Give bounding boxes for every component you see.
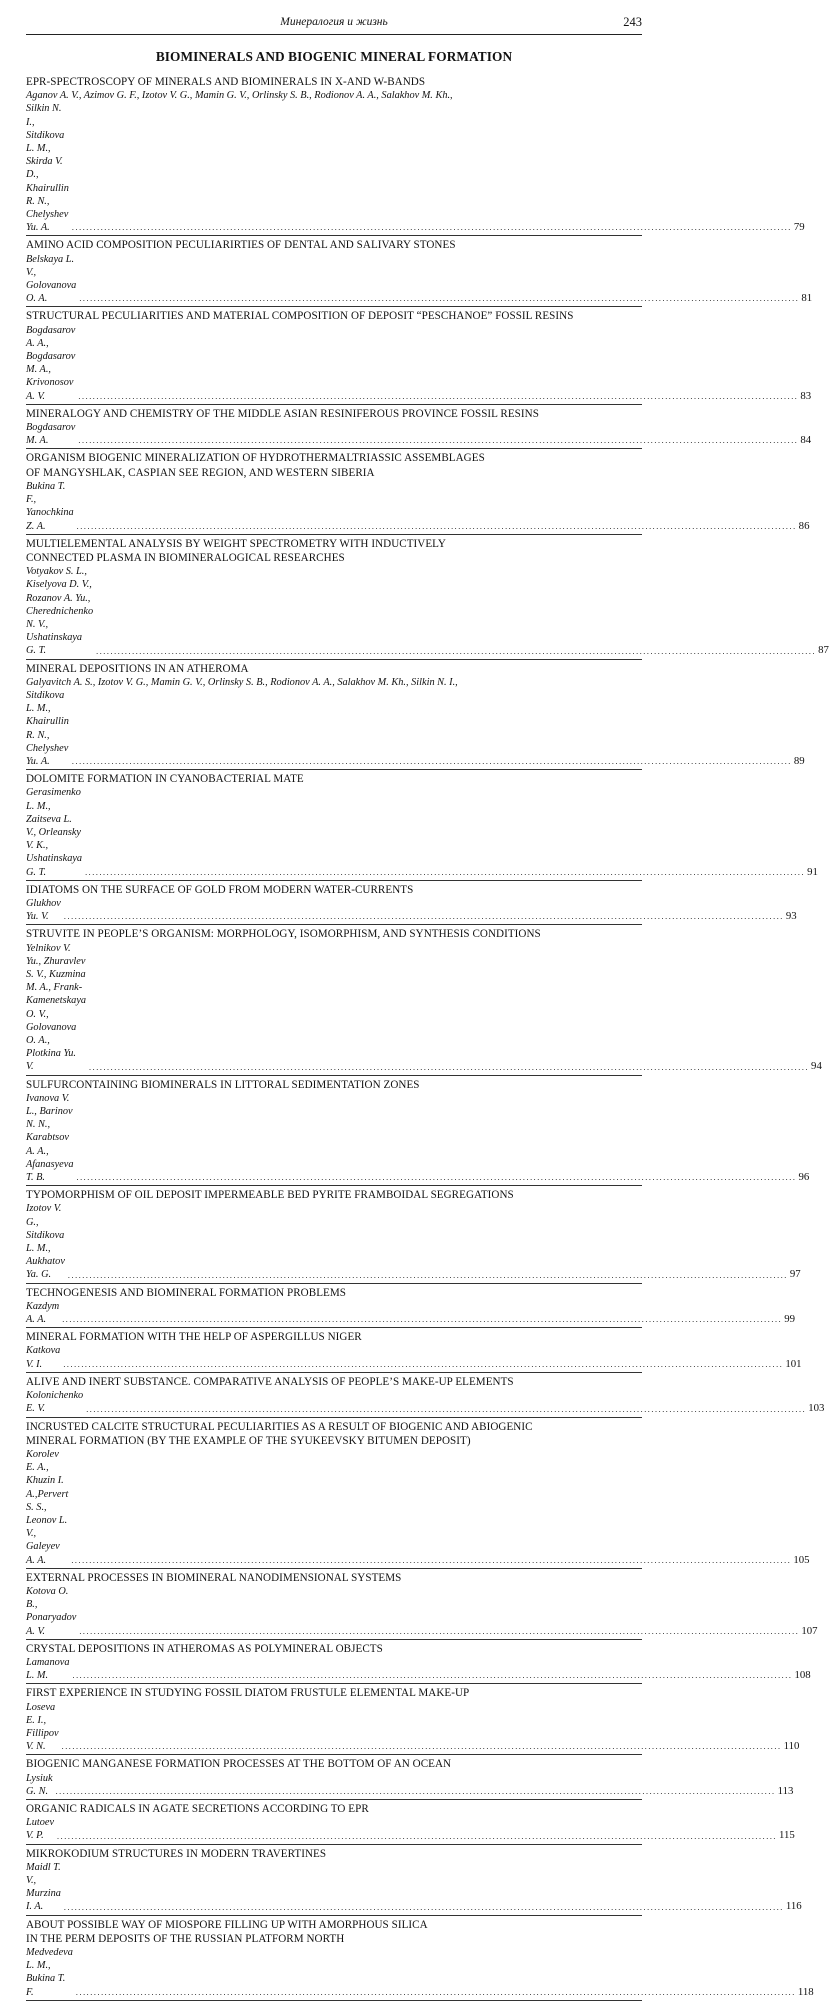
entry-authors: Katkova V. I. <box>26 1345 63 1370</box>
dot-leader: ........................................................................................................................................................................................................ <box>63 1359 784 1369</box>
entry-page-number: 94 <box>811 1060 822 1073</box>
toc-entry <box>26 1640 811 1685</box>
entry-title: MULTIELEMENTAL ANALYSIS BY WEIGHT SPECTROMETRY WITH INDUCTIVELY CONNECTED PLASMA IN BIOMINERALOGICAL RESEARCHES <box>26 537 446 564</box>
toc-entry <box>26 770 818 881</box>
toc-entry <box>26 1800 795 1845</box>
dot-leader: ........................................................................................................................................................................................................ <box>85 867 806 877</box>
entry-author-line <box>26 1344 802 1370</box>
dot-leader: ........................................................................................................................................................................................................ <box>72 1671 793 1681</box>
toc-entry <box>26 236 813 307</box>
entry-title: AMINO ACID COMPOSITION PECULIARIRTIES OF DENTAL AND SALIVARY STONES <box>26 239 456 252</box>
entry-title: DOLOMITE FORMATION IN CYANOBACTERIAL MATE <box>26 773 304 786</box>
entry-authors: Sitdikova L. M., Khairullin R. N., Chelyshev Yu. A. <box>26 689 72 767</box>
entry-title: MIKROKODIUM STRUCTURES IN MODERN TRAVERTINES <box>26 1847 327 1860</box>
entry-page-number: 79 <box>793 221 805 234</box>
dot-leader: ........................................................................................................................................................................................................ <box>61 1742 782 1752</box>
entry-title: EXTERNAL PROCESSES IN BIOMINERAL NANODIMENSIONAL SYSTEMS <box>26 1571 402 1584</box>
entry-authors: Yelnikov V. Yu., Zhuravlev S. V., Kuzmina M. A., Frank-Kamenetskaya O. V., Golovanova O. A., Plotkina Yu. V. <box>26 942 89 1073</box>
entry-page-number: 116 <box>785 1900 802 1913</box>
entry-page-number: 91 <box>807 865 818 878</box>
entry-title: EPR-SPECTROSCOPY OF MINERALS AND BIOMINERALS IN X-AND W-BANDS <box>26 76 426 88</box>
entry-author-line <box>26 102 805 234</box>
entry-authors: Silkin N. I., Sitdikova L. M., Skirda V. D., Khairullin R. N., Chelyshev Yu. A. <box>26 103 72 234</box>
entry-author-line <box>26 1701 800 1754</box>
dot-leader: ........................................................................................................................................................................................................ <box>55 1786 776 1796</box>
dot-leader: ........................................................................................................................................................................................................ <box>76 521 797 531</box>
entry-authors: Maidl T. V., Murzina I. A. <box>26 1861 64 1913</box>
entry-author-line <box>26 565 829 657</box>
entry-title: ORGANIC RADICALS IN AGATE SECRETIONS ACCORDING TO EPR <box>26 1802 369 1815</box>
entry-title: MINERAL FORMATION WITH THE HELP OF ASPERGILLUS NIGER <box>26 1331 362 1344</box>
entry-title: ALIVE AND INERT SUBSTANCE. COMPARATIVE ANALYSIS OF PEOPLE’S MAKE-UP ELEMENTS <box>26 1375 514 1388</box>
dot-leader: ........................................................................................................................................................................................................ <box>71 1555 792 1565</box>
toc-entry <box>26 881 797 926</box>
running-header <box>26 14 642 35</box>
entry-author-line <box>26 1300 795 1326</box>
entry-author-line <box>26 1202 801 1281</box>
entry-title: MINERALOGY AND CHEMISTRY OF THE MIDDLE ASIAN RESINIFEROUS PROVINCE FOSSIL RESINS <box>26 407 539 420</box>
entry-author-line <box>26 1946 814 1999</box>
toc-entry <box>26 449 810 534</box>
entry-authors: Lamanova L. M. <box>26 1656 73 1682</box>
dot-leader: ........................................................................................................................................................................................................ <box>75 1987 796 1997</box>
toc-entry <box>26 405 812 450</box>
entry-page-number: 113 <box>777 1784 794 1797</box>
entry-authors: Kotova O. B., Ponaryadov A. V. <box>26 1585 79 1637</box>
entry-page-number: 99 <box>784 1313 795 1326</box>
entry-authors: Loseva E. I., Fillipov V. N. <box>26 1701 62 1753</box>
entry-author-line <box>26 1772 794 1798</box>
dot-leader: ........................................................................................................................................................................................................ <box>96 646 817 656</box>
entry-page-number: 101 <box>785 1357 802 1370</box>
entry-page-number: 97 <box>789 1268 801 1281</box>
entry-page-number: 87 <box>818 644 829 657</box>
dot-leader: ........................................................................................................................................................................................................ <box>86 1404 807 1414</box>
entry-author-line <box>26 897 797 923</box>
entry-author-line <box>26 689 805 768</box>
entry-page-number: 105 <box>793 1553 810 1566</box>
entry-author-line <box>26 480 810 533</box>
entry-page-number: 81 <box>801 292 813 305</box>
entry-title: FIRST EXPERIENCE IN STUDYING FOSSIL DIATOM FRUSTULE ELEMENTAL MAKE-UP <box>26 1687 470 1700</box>
entry-authors: Votyakov S. L., Kiselyova D. V., Rozanov A. Yu., Cherednichenko N. V., Ushatinskaya G. T. <box>26 566 96 657</box>
entry-author-line <box>26 1092 810 1184</box>
entry-authors-first-line: Aganov A. V., Azimov G. F., Izotov V. G., Mamin G. V., Orlinsky S. B., Rodionov A. A., Salakhov M. Kh., <box>26 90 453 102</box>
toc-entry <box>26 1569 818 1640</box>
entry-authors: Glukhov Yu. V. <box>26 897 64 923</box>
toc-entry <box>26 1684 800 1755</box>
entry-author-line <box>26 324 812 403</box>
dot-leader: ........................................................................................................................................................................................................ <box>76 1173 797 1183</box>
section-title: BIOMINERALS AND BIOGENIC MINERAL FORMATION <box>155 49 513 64</box>
dot-leader: ........................................................................................................................................................................................................ <box>79 294 800 304</box>
entry-authors: Kazdym A. A. <box>26 1300 62 1326</box>
entry-authors: Bogdasarov A. A., Bogdasarov M. A., Krivonosov A. V. <box>26 324 78 402</box>
entry-authors: Medvedeva L. M., Bukina T. F. <box>26 1947 76 1998</box>
toc-entry <box>26 1755 794 1800</box>
toc-entry <box>26 1845 802 1916</box>
entry-page-number: 103 <box>808 1402 825 1415</box>
entry-authors: Bogdasarov M. A. <box>26 422 78 447</box>
dot-leader: ........................................................................................................................................................................................................ <box>71 757 792 767</box>
entry-authors: Korolev E. A., Khuzin I. A.,Pervert S. S., Leonov L. V., Galeyev A. A. <box>26 1448 71 1566</box>
toc-entry <box>26 1076 810 1187</box>
toc-entry <box>26 660 805 771</box>
entry-author-line <box>26 1656 811 1682</box>
entry-author-line <box>26 421 812 447</box>
toc-entry <box>26 925 822 1075</box>
entry-title: BIOGENIC MANGANESE FORMATION PROCESSES AT THE BOTTOM OF AN OCEAN <box>26 1758 452 1771</box>
entry-title: SULFURCONTAINING BIOMINERALS IN LITTORAL SEDIMENTATION ZONES <box>26 1078 420 1091</box>
table-of-contents <box>26 73 829 2001</box>
entry-authors: Belskaya L. V., Golovanova O. A. <box>26 253 79 305</box>
entry-authors: Lysiuk G. N. <box>26 1772 56 1797</box>
entry-page-number: 118 <box>797 1985 814 1998</box>
entry-author-line <box>26 942 822 1074</box>
entry-page-number: 96 <box>798 1171 810 1184</box>
entry-author-line <box>26 1448 810 1567</box>
toc-entry <box>26 307 812 404</box>
dot-leader: ........................................................................................................................................................................................................ <box>63 912 784 922</box>
page-number: 243 <box>623 15 642 29</box>
entry-author-line <box>26 1861 802 1914</box>
entry-page-number: 115 <box>779 1829 795 1842</box>
entry-page-number: 84 <box>800 434 812 447</box>
toc-entry <box>26 73 805 236</box>
entry-author-line <box>26 1389 825 1415</box>
entry-authors-first-line: Galyavitch A. S., Izotov V. G., Mamin G. V., Orlinsky S. B., Rodionov A. A., Salakhov M. Kh., Silkin N. I., <box>26 676 458 688</box>
entry-page-number: 107 <box>801 1624 818 1637</box>
toc-entry <box>26 1418 810 1569</box>
dot-leader: ........................................................................................................................................................................................................ <box>62 1315 783 1325</box>
entry-title: MINERAL DEPOSITIONS IN AN ATHEROMA <box>26 662 249 675</box>
entry-author-line <box>26 786 818 878</box>
toc-entry <box>26 1284 795 1329</box>
entry-authors: Izotov V. G., Sitdikova L. M., Aukhatov Ya. G. <box>26 1203 68 1281</box>
toc-entry <box>26 1186 801 1283</box>
entry-title: TECHNOGENESIS AND BIOMINERAL FORMATION PROBLEMS <box>26 1286 346 1299</box>
entry-title: STRUVITE IN PEOPLE’S ORGANISM: MORPHOLOGY, ISOMORPHISM, AND SYNTHESIS CONDITIONS <box>26 928 541 941</box>
entry-page-number: 86 <box>798 519 810 532</box>
entry-page-number: 89 <box>793 754 805 767</box>
dot-leader: ........................................................................................................................................................................................................ <box>89 1062 810 1072</box>
dot-leader: ........................................................................................................................................................................................................ <box>63 1902 784 1912</box>
dot-leader: ........................................................................................................................................................................................................ <box>67 1270 788 1280</box>
entry-author-line <box>26 1585 818 1638</box>
entry-title: STRUCTURAL PECULIARITIES AND MATERIAL COMPOSITION OF DEPOSIT “PESCHANOE” FOSSIL RESINS <box>26 310 574 323</box>
entry-title: IDIATOMS ON THE SURFACE OF GOLD FROM MODERN WATER-CURRENTS <box>26 883 414 896</box>
entry-authors: Bukina T. F., Yanochkina Z. A. <box>26 480 77 532</box>
toc-entry <box>26 535 829 660</box>
dot-leader: ........................................................................................................................................................................................................ <box>78 436 799 446</box>
entry-title: CRYSTAL DEPOSITIONS IN ATHEROMAS AS POLYMINERAL OBJECTS <box>26 1642 383 1655</box>
entry-authors: Kolonichenko E. V. <box>26 1390 86 1415</box>
entry-page-number: 83 <box>800 389 812 402</box>
toc-entry <box>26 1328 802 1373</box>
entry-title: INCRUSTED CALCITE STRUCTURAL PECULIARITIES AS A RESULT OF BIOGENIC AND ABIOGENIC MINERAL FORMATION (BY THE EXAMPLE OF THE SYUKEEVSKY BITUMEN DEPOSIT) <box>26 1420 533 1447</box>
toc-entry <box>26 1373 825 1418</box>
toc-entry <box>26 1916 814 2001</box>
dot-leader: ........................................................................................................................................................................................................ <box>57 1831 778 1841</box>
entry-title: ORGANISM BIOGENIC MINERALIZATION OF HYDROTHERMALTRIASSIC ASSEMBLAGES OF MANGYSHLAK, CASPIAN SEE REGION, AND WESTERN SIBERIA <box>26 452 485 479</box>
entry-page-number: 108 <box>794 1669 811 1682</box>
dot-leader: ........................................................................................................................................................................................................ <box>79 1626 800 1636</box>
entry-page-number: 93 <box>785 910 797 923</box>
entry-authors: Gerasimenko L. M., Zaitseva L. V., Orleansky V. K., Ushatinskaya G. T. <box>26 787 85 878</box>
entry-author-line <box>26 1816 795 1842</box>
journal-title: Минералогия и жизнь <box>280 16 388 28</box>
entry-title: TYPOMORPHISM OF OIL DEPOSIT IMPERMEABLE BED PYRITE FRAMBOIDAL SEGREGATIONS <box>26 1189 514 1202</box>
entry-authors: Lutoev V. P. <box>26 1817 57 1842</box>
dot-leader: ........................................................................................................................................................................................................ <box>78 391 799 401</box>
dot-leader: ........................................................................................................................................................................................................ <box>71 223 792 233</box>
entry-author-line <box>26 253 813 306</box>
entry-authors: Ivanova V. L., Barinov N. N., Karabtsov A. A., Afanasyeva T. B. <box>26 1092 77 1184</box>
entry-title: ABOUT POSSIBLE WAY OF MIOSPORE FILLING UP WITH AMORPHOUS SILICA IN THE PERM DEPOSITS OF THE RUSSIAN PLATFORM NORTH <box>26 1918 428 1945</box>
entry-page-number: 110 <box>783 1740 800 1753</box>
